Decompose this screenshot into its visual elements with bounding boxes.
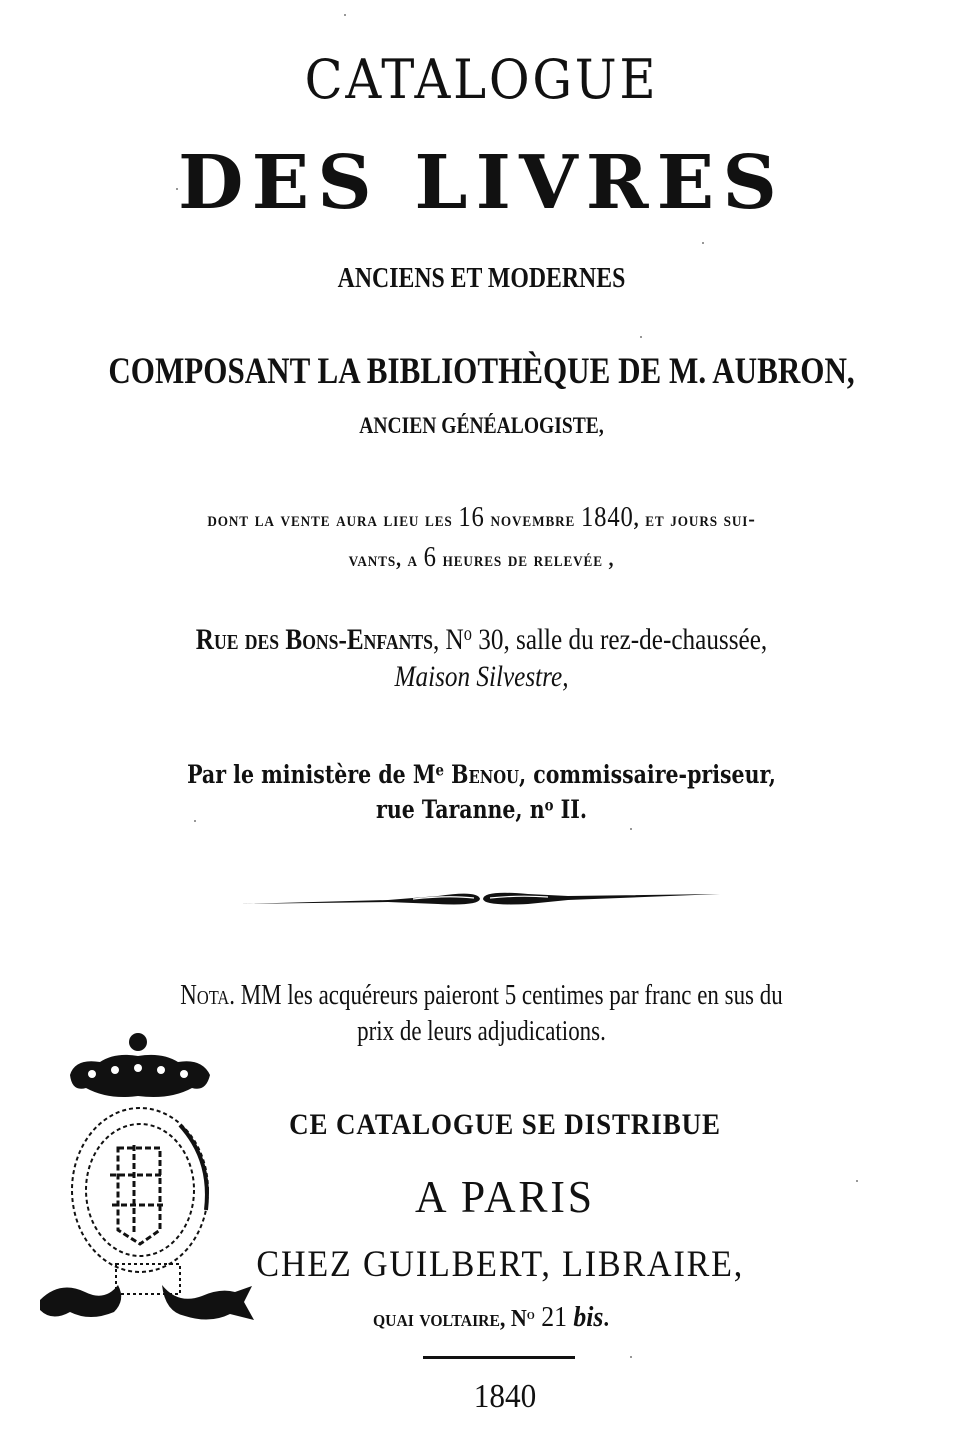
auctioneer-address: [87, 795, 877, 824]
nota-line-2: prix de leurs adjudications.: [357, 1016, 606, 1047]
short-rule-divider: [423, 1356, 575, 1359]
scan-speck: [702, 242, 704, 244]
nota-label: Nota.: [180, 980, 236, 1011]
nota-line: [87, 980, 877, 1012]
subtitle-anciens-et-modernes: ANCIENS ET MODERNES: [337, 262, 626, 294]
sale-month: novembre: [484, 506, 581, 531]
sale-text-end: , et jours sui-: [633, 506, 756, 531]
auctioneer-street-sup: o: [544, 795, 554, 815]
auctioneer-name: Benou: [444, 760, 519, 789]
scan-speck: [194, 820, 196, 822]
city-paris: A PARIS: [415, 1171, 595, 1222]
bookseller-line: CHEZ GUILBERT, LIBRAIRE,: [256, 1244, 745, 1285]
title-catalogue: CATALOGUE: [304, 48, 659, 111]
owner-role: ANCIEN GÉNÉALOGISTE,: [359, 413, 604, 438]
quai-bis: bis: [573, 1302, 604, 1333]
nota-text: MM les acquéreurs paieront 5 centimes par franc en sus du: [235, 980, 783, 1011]
sale-date-line: [58, 502, 905, 534]
quai-sup: o: [526, 1305, 535, 1323]
auctioneer-street: rue Taranne, n: [376, 795, 545, 824]
sale-day: 16: [458, 502, 485, 533]
auctioneer-text: Par le ministère de M: [187, 760, 436, 789]
sale-hour: 6: [423, 542, 437, 573]
sale-text: dont la vente aura lieu les: [207, 506, 459, 531]
scan-speck: [630, 828, 632, 830]
quai-text: quai voltaire, N: [373, 1306, 527, 1332]
street-name: Rue des Bons-Enfants: [195, 623, 433, 656]
auctioneer-line: [87, 760, 877, 789]
auctioneer-title: , commissaire-priseur,: [518, 760, 776, 789]
auctioneer-sup: e: [435, 760, 445, 780]
street-no: 30, salle du rez-de-chaussée,: [471, 623, 768, 656]
address-line: [77, 623, 886, 657]
scan-speck: [176, 188, 178, 190]
street-no-sup: o: [463, 624, 472, 646]
ornamental-divider: [238, 888, 722, 910]
scan-speck: [630, 1356, 632, 1358]
street-no-prefix: , N: [432, 623, 464, 656]
distribution-line: CE CATALOGUE SE DISTRIBUE: [289, 1108, 721, 1141]
quai-number: 21: [534, 1302, 574, 1333]
scan-speck: [856, 1180, 858, 1182]
scan-speck: [344, 14, 346, 16]
sale-time-text: vants, a: [348, 546, 424, 571]
publication-year: 1840: [473, 1378, 537, 1415]
auctioneer-street-no: II.: [553, 795, 587, 824]
quai-end: .: [603, 1306, 609, 1332]
library-stamp-icon: [30, 1030, 255, 1330]
sale-year: 1840: [580, 502, 634, 533]
sale-time-line: [58, 542, 905, 574]
title-des-livres: DES LIVRES: [177, 140, 786, 226]
bookseller-address: [256, 1302, 725, 1334]
scan-speck: [640, 336, 642, 338]
composition-line: COMPOSANT LA BIBLIOTHÈQUE DE M. AUBRON,: [108, 351, 855, 392]
house-name: Maison Silvestre,: [394, 660, 569, 693]
sale-time-end: heures de relevée ,: [436, 546, 615, 571]
